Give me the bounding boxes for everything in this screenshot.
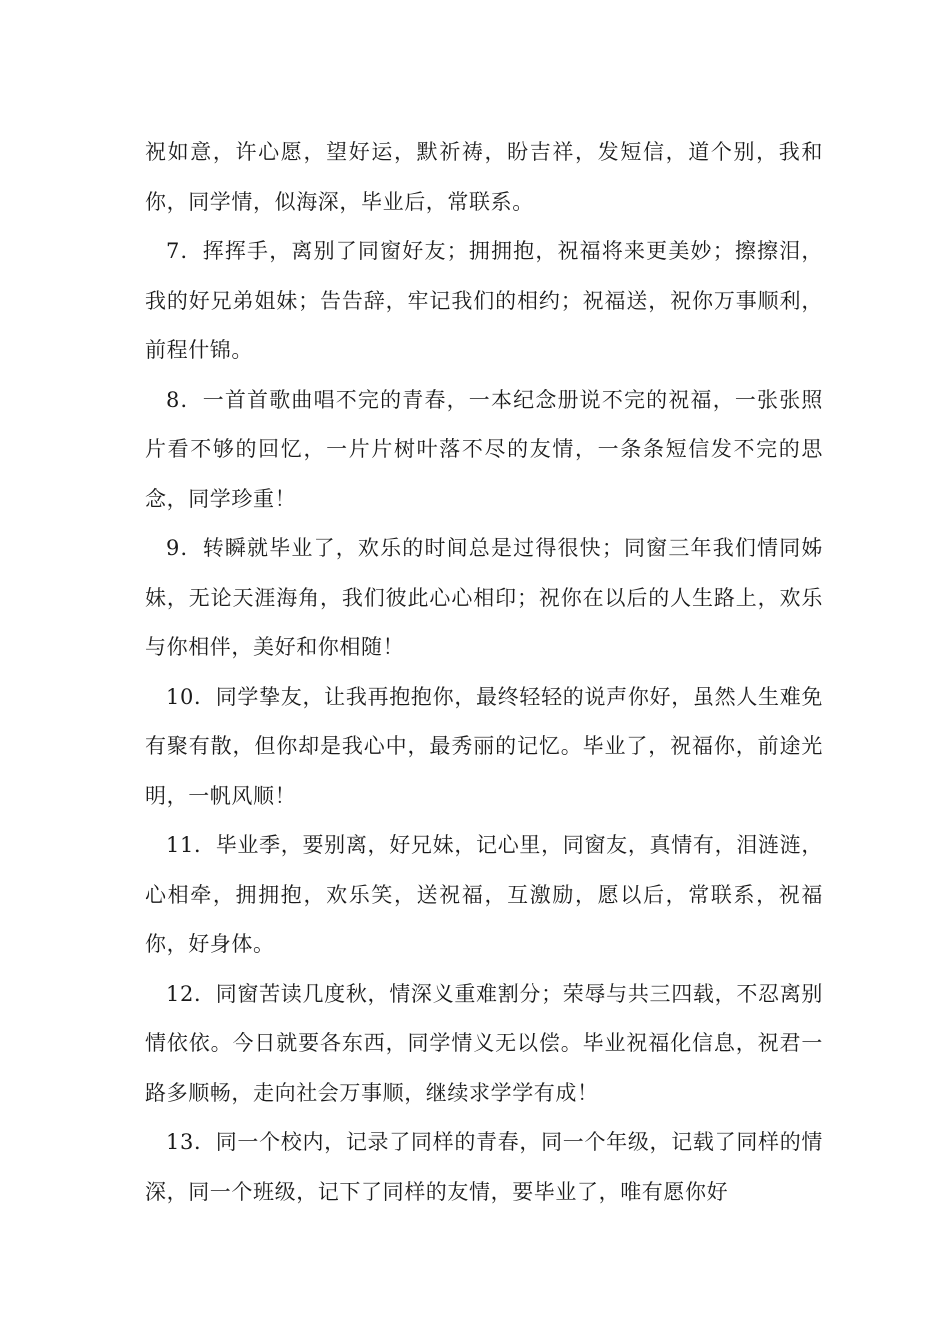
paragraph-item-7: 7．挥挥手，离别了同窗好友；拥拥抱，祝福将来更美妙；擦擦泪，我的好兄弟姐妹；告告辞，牢记我们的相约；祝福送，祝你万事顺利，前程什锦。 <box>145 239 823 362</box>
paragraph-item-8: 8．一首首歌曲唱不完的青春，一本纪念册说不完的祝福，一张张照片看不够的回忆，一片片树叶落不尽的友情，一条条短信发不完的思念，同学珍重！ <box>145 387 823 511</box>
document-body <box>145 128 823 1217</box>
paragraph-item-9: 9．转瞬就毕业了，欢乐的时间总是过得很快；同窗三年我们情同姊妹，无论天涯海角，我们彼此心心相印；祝你在以后的人生路上，欢乐与你相伴，美好和你相随！ <box>145 536 823 659</box>
paragraph-item-12: 12．同窗苦读几度秋，情深义重难割分；荣辱与共三四载，不忍离别情依依。今日就要各东西，同学情义无以偿。毕业祝福化信息，祝君一路多顺畅，走向社会万事顺，继续求学学有成！ <box>145 981 823 1105</box>
paragraph-item-13: 13．同一个校内，记录了同样的青春，同一个年级，记载了同样的情深，同一个班级，记下了同样的友情，要毕业了，唯有愿你好 <box>145 1130 823 1204</box>
paragraph-item-11: 11．毕业季，要别离，好兄妹，记心里，同窗友，真情有，泪涟涟，心相牵，拥拥抱，欢乐笑，送祝福，互激励，愿以后，常联系，祝福你，好身体。 <box>145 833 823 956</box>
paragraph-item-10: 10．同学挚友，让我再抱抱你，最终轻轻的说声你好，虽然人生难免有聚有散，但你却是我心中，最秀丽的记忆。毕业了，祝福你，前途光明，一帆风顺！ <box>145 684 823 808</box>
paragraph-continued: 祝如意，许心愿，望好运，默祈祷，盼吉祥，发短信，道个别，我和你，同学情，似海深，毕业后，常联系。 <box>145 140 823 214</box>
